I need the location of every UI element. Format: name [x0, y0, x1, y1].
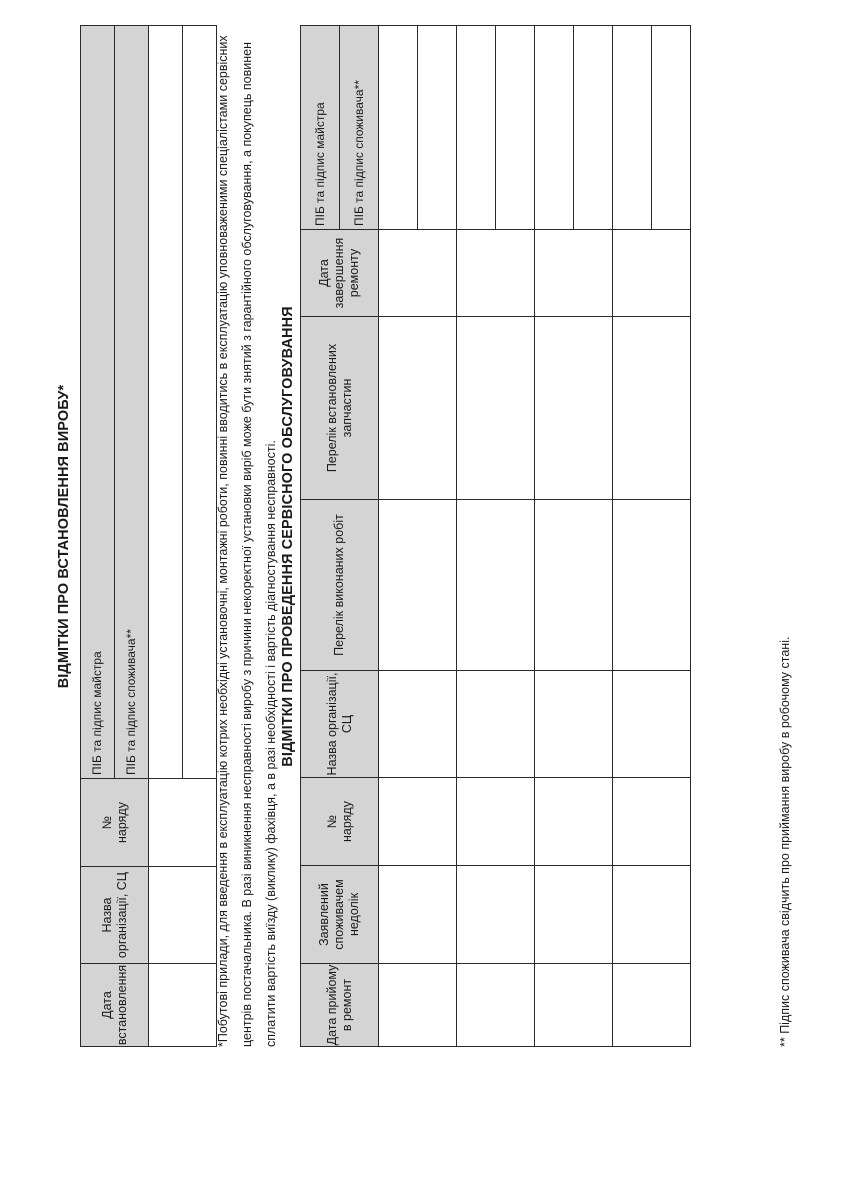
service-cell[interactable] — [457, 671, 535, 778]
service-master-cell[interactable] — [535, 26, 574, 230]
header-service-consumer: ПІБ та підпис споживача** — [340, 26, 379, 230]
header-received-date — [301, 964, 379, 1047]
service-cell[interactable] — [379, 317, 457, 500]
service-cell[interactable] — [535, 230, 613, 317]
footnote-line1: *Побутові прилади, для введення в експлуатацію котрих необхідні установочні, монтажні роботи, повинні вводитись в експлуатацію уповноваженими спеціалістами сервісних — [216, 35, 230, 1047]
header-finished-line2: завершення — [332, 237, 346, 309]
service-cell[interactable] — [457, 866, 535, 964]
footnote-line2: центрів постачальника. В разі виникнення несправності виробу з причини некоректної установки виріб може бути знятий з гарантійного обслуговування, а покупець повинен — [240, 42, 254, 1047]
service-cell[interactable] — [613, 866, 691, 964]
header-service-org-line1: Назва організації, — [324, 672, 339, 776]
service-cell[interactable] — [613, 230, 691, 317]
install-cell[interactable] — [149, 964, 217, 1047]
header-install-consumer: ПІБ та підпис споживача** — [115, 26, 149, 779]
service-cell[interactable] — [379, 671, 457, 778]
header-service-order-line2: наряду — [339, 801, 354, 842]
header-defect-line1: Заявлений — [317, 883, 331, 946]
installation-title: ВІДМІТКИ ПРО ВСТАНОВЛЕННЯ ВИРОБУ* — [56, 384, 72, 689]
service-cell[interactable] — [535, 317, 613, 500]
bottom-note: ** Підпис споживача свідчить про приймання виробу в робочому стані. — [778, 636, 792, 1047]
header-works: Перелік виконаних робіт — [301, 500, 379, 671]
service-cell[interactable] — [535, 964, 613, 1047]
header-service-order — [301, 778, 379, 866]
header-install-date-line1: Дата — [99, 991, 114, 1019]
service-cell[interactable] — [379, 866, 457, 964]
footnote-line3: сплатити вартість виїзду (виклику) фахівця, а в разі необхідності і вартість діагностування несправності. — [264, 440, 278, 1047]
service-consumer-cell[interactable] — [652, 26, 691, 230]
service-row — [535, 26, 574, 1047]
service-consumer-cell[interactable] — [418, 26, 457, 230]
header-parts: Перелік встановлених запчастин — [301, 317, 379, 500]
service-cell[interactable] — [379, 964, 457, 1047]
header-defect-line3: недолік — [347, 892, 361, 937]
service-title: ВІДМІТКИ ПРО ПРОВЕДЕННЯ СЕРВІСНОГО ОБСЛУГОВУВАННЯ — [280, 306, 296, 767]
service-cell[interactable] — [535, 778, 613, 866]
service-cell[interactable] — [535, 866, 613, 964]
service-consumer-cell[interactable] — [574, 26, 613, 230]
service-cell[interactable] — [613, 500, 691, 671]
header-install-order-line2: наряду — [114, 802, 129, 843]
header-defect — [301, 866, 379, 964]
service-consumer-cell[interactable] — [496, 26, 535, 230]
service-cell[interactable] — [535, 671, 613, 778]
install-consumer-cell[interactable] — [183, 26, 217, 779]
header-service-org — [301, 671, 379, 778]
header-install-date-line2: встановлення — [114, 964, 129, 1046]
header-received-line2: в ремонт — [339, 978, 354, 1032]
header-install-org — [81, 867, 149, 964]
header-install-order — [81, 779, 149, 867]
service-cell[interactable] — [535, 500, 613, 671]
service-cell[interactable] — [379, 778, 457, 866]
header-install-master: ПІБ та підпис майстра — [81, 26, 115, 779]
service-cell[interactable] — [379, 500, 457, 671]
service-cell[interactable] — [613, 317, 691, 500]
header-service-order-line1: № — [324, 814, 339, 829]
install-cell[interactable] — [149, 867, 217, 964]
service-master-cell[interactable] — [379, 26, 418, 230]
header-received-line1: Дата прийому — [324, 964, 339, 1046]
header-defect-line2: споживачем — [332, 879, 346, 950]
header-finished-line1: Дата — [317, 259, 331, 287]
service-master-cell[interactable] — [613, 26, 652, 230]
service-cell[interactable] — [613, 671, 691, 778]
header-install-date — [81, 964, 149, 1047]
header-service-org-line2: СЦ — [339, 714, 354, 734]
service-table — [300, 25, 691, 1047]
header-install-org-line1: Назва — [99, 897, 114, 933]
service-cell[interactable] — [457, 500, 535, 671]
service-row — [457, 26, 496, 1047]
header-install-org-line2: організації, СЦ — [114, 871, 129, 959]
service-rows — [379, 26, 691, 1047]
service-row — [379, 26, 418, 1047]
service-row — [613, 26, 652, 1047]
service-cell[interactable] — [457, 230, 535, 317]
service-cell[interactable] — [613, 964, 691, 1047]
service-cell[interactable] — [379, 230, 457, 317]
service-master-cell[interactable] — [457, 26, 496, 230]
service-cell[interactable] — [457, 778, 535, 866]
header-install-order-line1: № — [99, 815, 114, 830]
header-service-master: ПІБ та підпис майстра — [301, 26, 340, 230]
install-master-cell[interactable] — [149, 26, 183, 779]
service-cell[interactable] — [457, 317, 535, 500]
service-cell[interactable] — [457, 964, 535, 1047]
service-cell[interactable] — [613, 778, 691, 866]
header-finished-date — [301, 230, 379, 317]
install-cell[interactable] — [149, 779, 217, 867]
installation-table — [80, 25, 217, 1047]
header-finished-line3: ремонту — [347, 248, 361, 298]
